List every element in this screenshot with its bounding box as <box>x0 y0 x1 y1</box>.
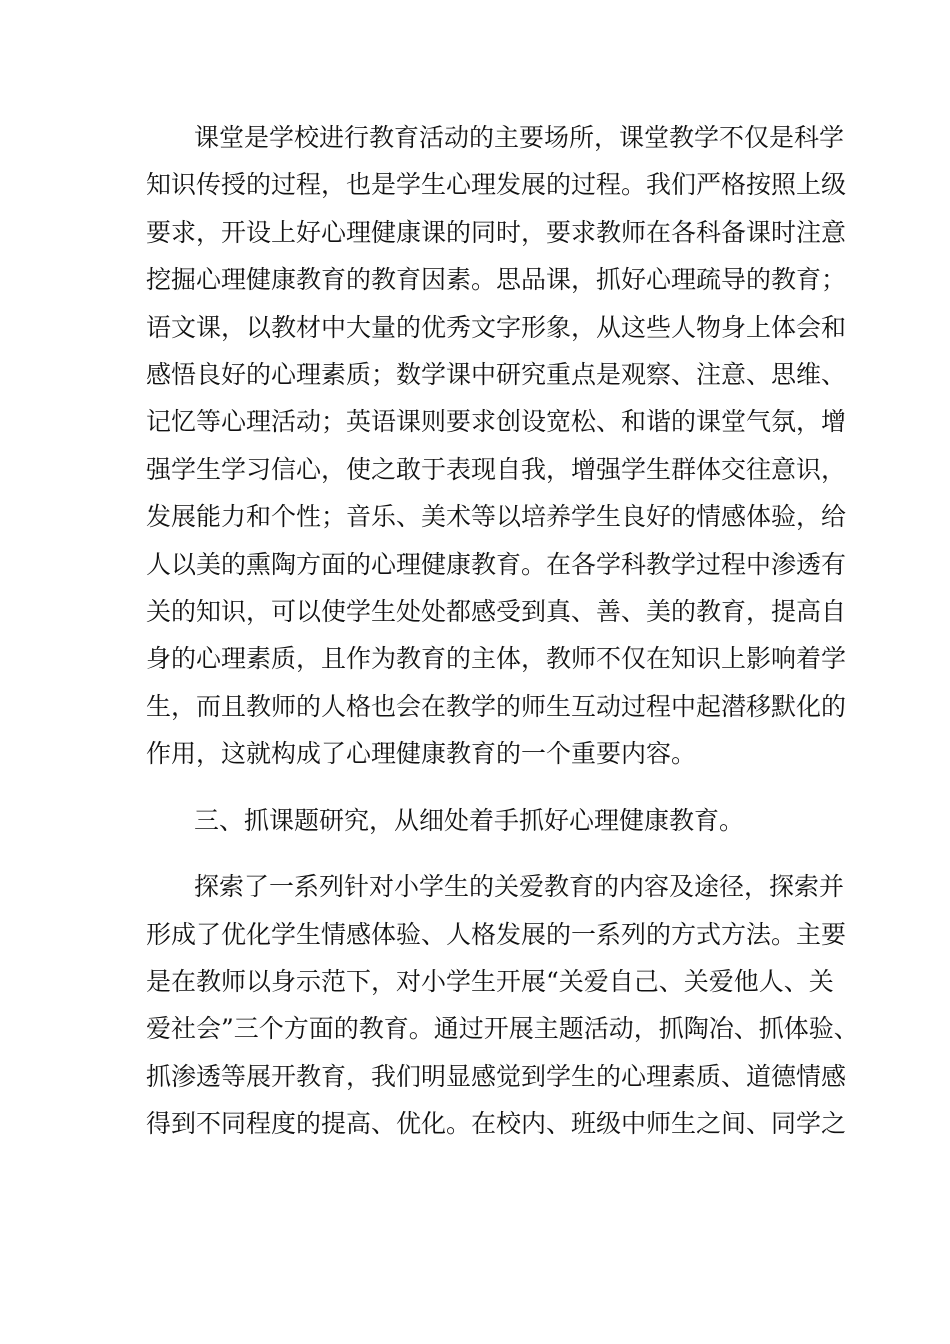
text-line: 发展能力和个性；音乐、美术等以培养学生良好的情感体验，给 <box>146 502 847 532</box>
text-line: 得到不同程度的提高、优化。在校内、班级中师生之间、同学之 <box>146 1109 847 1139</box>
heading-line: 三、抓课题研究，从细处着手抓好心理健康教育。 <box>194 805 745 835</box>
text-line: 作用，这就构成了心理健康教育的一个重要内容。 <box>146 739 697 769</box>
text-line: 爱社会”三个方面的教育。通过开展主题活动，抓陶冶、抓体验、 <box>146 1014 859 1044</box>
text-line: 要求，开设上好心理健康课的同时，要求教师在各科备课时注意 <box>146 217 847 247</box>
document-body <box>146 114 859 1148</box>
text-line: 挖掘心理健康教育的教育因素。思品课，抓好心理疏导的教育； <box>146 265 847 295</box>
text-line: 身的心理素质，且作为教育的主体，教师不仅在知识上影响着学 <box>146 644 847 674</box>
text-line: 是在教师以身示范下，对小学生开展“关爱自己、关爱他人、关 <box>146 966 834 996</box>
paragraph-care-education <box>146 863 859 1147</box>
text-line: 语文课，以教材中大量的优秀文字形象，从这些人物身上体会和 <box>146 312 847 342</box>
text-line: 关的知识，可以使学生处处都感受到真、善、美的教育，提高自 <box>146 597 847 627</box>
text-line: 生，而且教师的人格也会在教学的师生互动过程中起潜移默化的 <box>146 691 847 721</box>
text-line: 人以美的熏陶方面的心理健康教育。在各学科教学过程中渗透有 <box>146 549 847 579</box>
paragraph-classroom-teaching <box>146 114 847 778</box>
text-line: 形成了优化学生情感体验、人格发展的一系列的方式方法。主要 <box>146 919 847 949</box>
text-line: 课堂是学校进行教育活动的主要场所，课堂教学不仅是科学 <box>194 123 845 152</box>
text-line: 记忆等心理活动；英语课则要求创设宽松、和谐的课堂气氛，增 <box>146 407 847 437</box>
text-line: 感悟良好的心理素质；数学课中研究重点是观察、注意、思维、 <box>146 360 847 390</box>
text-line: 强学生学习信心，使之敢于表现自我，增强学生群体交往意识， <box>146 454 847 484</box>
text-line: 探索了一系列针对小学生的关爱教育的内容及途径，探索并 <box>194 872 845 902</box>
text-line: 知识传授的过程，也是学生心理发展的过程。我们严格按照上级 <box>146 170 847 200</box>
text-line: 抓渗透等展开教育，我们明显感觉到学生的心理素质、道德情感 <box>146 1061 847 1091</box>
section-heading-three <box>146 797 810 844</box>
